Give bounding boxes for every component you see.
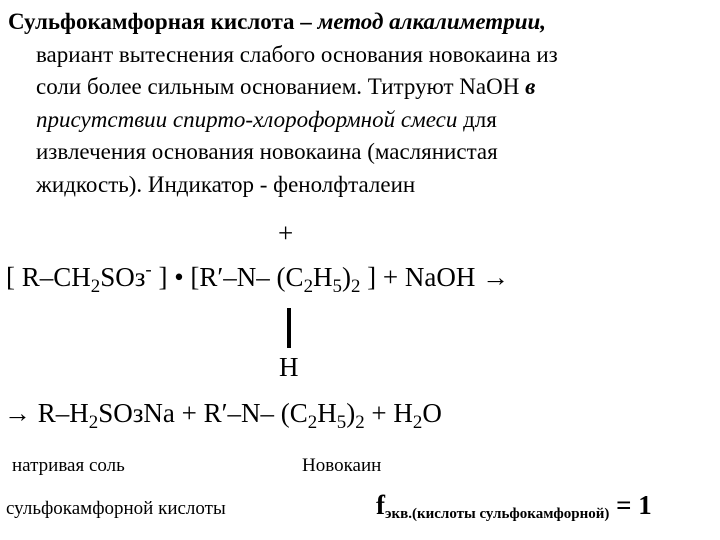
equivalence-factor: [376, 490, 652, 521]
f-value: = 1: [609, 490, 652, 520]
hydrogen-atom: H: [279, 352, 299, 382]
r1-part: ] + NaOH →: [360, 262, 510, 292]
r2-sub: 2: [88, 412, 99, 434]
r2-sub: 2: [355, 412, 365, 434]
line3-text: соли более сильным основанием. Титруют NaOH: [36, 74, 526, 99]
r1-sub: 2: [350, 276, 361, 298]
r1-part: H: [313, 262, 333, 292]
paragraph-line-3: [8, 71, 708, 104]
r2-part: H: [317, 398, 337, 428]
r1-sub: 2: [303, 276, 314, 298]
line4-rest: для: [457, 106, 497, 132]
reaction-equation-1: [6, 259, 510, 298]
r2-sub: 2: [307, 412, 318, 434]
r2-part: → R–H: [4, 398, 89, 428]
paragraph-line-4: [8, 104, 708, 137]
salt-label-line1: натривая соль: [12, 455, 125, 476]
paragraph-line-6: жидкость). Индикатор - фенолфталеин: [36, 171, 416, 197]
paragraph-line-5: извлечения основания новокаина (маслянистая: [36, 139, 498, 164]
title-bold: Сульфокамфорная кислота –: [8, 9, 318, 34]
r2-sub: 5: [336, 412, 347, 434]
description-paragraph: [8, 6, 708, 201]
novocaine-label: Новокаин: [302, 455, 382, 476]
r1-part: SOз: [100, 262, 146, 292]
r2-part: O: [422, 398, 442, 428]
r1-part: ] • [R′–N– (C: [151, 262, 304, 292]
positive-charge: +: [278, 218, 294, 248]
paragraph-line-2: вариант вытеснения слабого основания новокаина из: [36, 41, 558, 67]
r2-part: + H: [364, 398, 413, 428]
title-italic: метод алкалиметрии,: [317, 9, 547, 34]
r1-sub: 2: [90, 276, 101, 298]
r1-sup: -: [145, 259, 152, 281]
f-subscript: экв.(кислоты сульфокамфорной): [385, 505, 610, 522]
title-line: [8, 6, 708, 39]
r1-sub: 5: [332, 276, 342, 298]
nitrogen-hydrogen-bond: [287, 308, 291, 348]
r1-part: ): [341, 262, 351, 292]
reaction-equation-2: [4, 398, 442, 434]
r2-sub: 2: [412, 412, 423, 434]
salt-label-line2: сульфокамфорной кислоты: [6, 498, 226, 519]
r2-part: SOзNa + R′–N– (C: [98, 398, 308, 428]
f-symbol: f: [376, 490, 385, 520]
r1-part: [ R–CH: [6, 262, 91, 292]
line4-italic: присутствии спирто-хлороформной смеси: [36, 106, 458, 132]
r2-part: ): [346, 398, 356, 428]
line3-italic: в: [525, 74, 536, 99]
